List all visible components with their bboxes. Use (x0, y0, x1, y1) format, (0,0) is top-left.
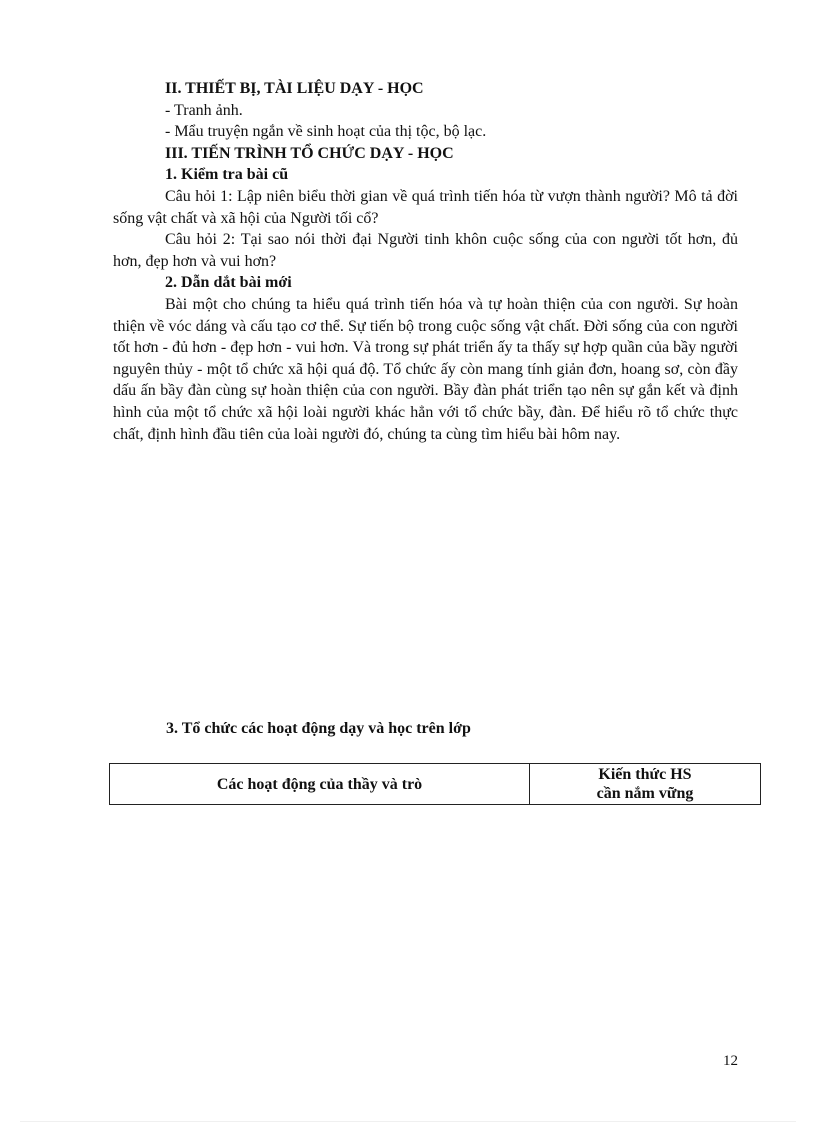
table-header-knowledge (530, 764, 761, 805)
activities-table (109, 763, 761, 805)
review-heading: 1. Kiểm tra bài cũ (165, 166, 289, 184)
intro-heading: 2. Dẫn dắt bài mới (165, 274, 292, 292)
equipment-item-2: - Mẩu truyện ngắn về sinh hoạt của thị tộc, bộ lạc. (165, 123, 487, 141)
section-ii-heading: II. THIẾT BỊ, TÀI LIỆU DẠY - HỌC (165, 80, 424, 97)
table-header-knowledge-line2: cần nắm vững (596, 785, 694, 802)
equipment-item-1: - Tranh ảnh. (165, 101, 243, 119)
table-header-row (110, 764, 761, 805)
table-header-activities: Các hoạt động của thầy và trò (110, 764, 530, 805)
table-header-knowledge-line1: Kiến thức HS (598, 766, 692, 783)
section-iii-heading: III. TIẾN TRÌNH TỔ CHỨC DẠY - HỌC (165, 144, 454, 162)
review-question-1: Câu hỏi 1: Lập niên biểu thời gian về quá trình tiến hóa từ vượn thành người? Mô tả đời sống vật chất và xã hội của Người tối cổ? (113, 187, 738, 227)
page-number: 12 (723, 1053, 738, 1069)
activities-heading: 3. Tổ chức các hoạt động dạy và học trên lớp (166, 720, 471, 737)
intro-paragraph: Bài một cho chúng ta hiểu quá trình tiến hóa và tự hoàn thiện của con người. Sự hoàn thiện về vóc dáng và cấu tạo cơ thể. Sự tiến bộ trong cuộc sống vật chất. Đời sống của con người tốt hơn - đủ hơn - đẹp hơn - vui hơn. Và trong sự phát triển ấy ta thấy sự hợp quần của bầy người nguyên thủy - một tổ chức xã hội quá độ. Tổ chức ấy còn mang tính giản đơn, hoang sơ, còn đầy dấu ấn bầy đàn cùng sự hoàn thiện của con người. Bầy đàn phát triển tạo nên sự gắn kết và định hình của một tổ chức xã hội loài người khác hẳn với tổ chức bầy, đàn. Để hiểu rõ tổ chức thực chất, định hình đầu tiên của loài người đó, chúng ta cùng tìm hiểu bài hôm nay. (113, 295, 738, 443)
document-body (113, 78, 738, 445)
review-question-2: Câu hỏi 2: Tại sao nói thời đại Người tinh khôn cuộc sống của con người tốt hơn, đủ hơn, đẹp hơn và vui hơn? (113, 231, 738, 270)
page-bottom-divider (20, 1121, 796, 1122)
